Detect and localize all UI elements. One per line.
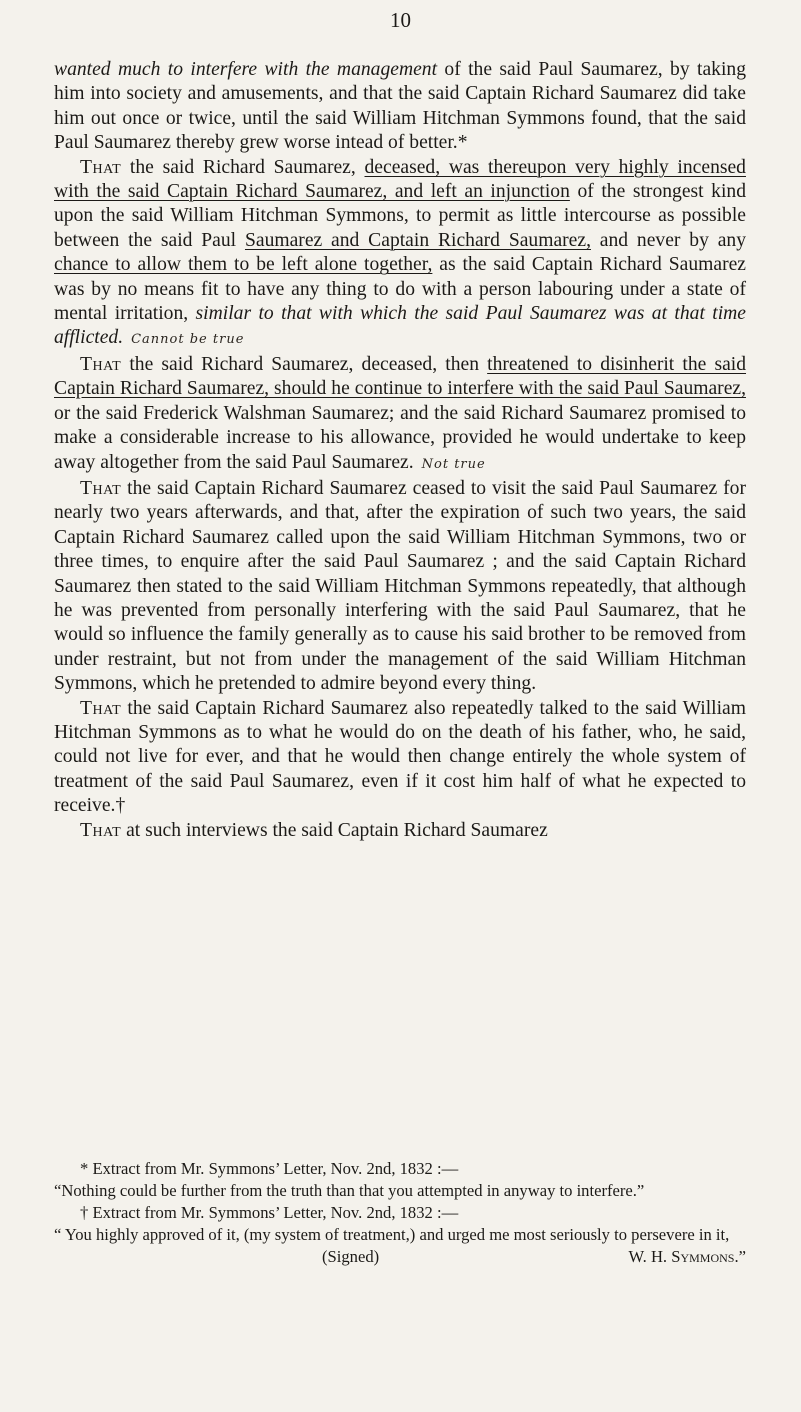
- footnote: “Nothing could be further from the truth than that you attempted in anyway to interfere.”: [54, 1181, 645, 1200]
- underlined-text: threatened to disinherit the said Captain Richard Saumarez, should he continue to interfere with the said Paul Saumarez,: [54, 353, 747, 400]
- footnote: “ You highly approved of it, (my system of treatment,) and urged me most seriously to persevere in it,: [54, 1225, 730, 1244]
- handwritten-annotation: Cannot be true: [131, 332, 245, 348]
- text-run: of the strongest kind upon the said William Hitchman Symmons, to permit as little intercourse as possible between the said Paul: [54, 181, 746, 251]
- signature-name: W. H. Symmons.”: [628, 1247, 746, 1266]
- body-text: [54, 58, 746, 843]
- text-run: the said Captain Richard Saumarez also repeatedly talked to the said William Hitchman Symmons as to what he would do on the death of his father, who, he said, could not live for ever, and that he would then change entirely the whole system of treatment of the said Paul Saumarez, even if it cost him half of what he expected to receive.†: [54, 697, 746, 817]
- paragraph-lead: That: [80, 156, 122, 178]
- handwritten-annotation: Not true: [421, 456, 486, 472]
- text-run: as the said Captain Richard Saumarez was by no means fit to have any thing to do with a person labouring under a state of mental irritation,: [54, 254, 746, 325]
- paragraph: [54, 353, 746, 477]
- paragraph: [54, 58, 746, 156]
- paragraph: [54, 477, 746, 697]
- paragraph: [54, 697, 746, 819]
- italic-text: wanted much to interfere with the management: [54, 59, 438, 80]
- text-run: the said Richard Saumarez,: [121, 156, 365, 178]
- text-run: or the said Frederick Walshman Saumarez; and the said Richard Saumarez promised to make a considerable increase to his allowance, provided he would undertake to keep away altogether from the said Paul Saumarez.: [54, 402, 746, 473]
- signature-line: [54, 1246, 746, 1268]
- paragraph-lead: That: [80, 477, 122, 499]
- underlined-text: Saumarez and Captain Richard Saumarez,: [244, 229, 591, 251]
- italic-text: similar to that with which the said Paul Saumarez was at that time afflicted.: [54, 303, 747, 349]
- footnotes: [54, 1158, 746, 1268]
- paragraph-lead: That: [80, 353, 122, 375]
- signed-label: (Signed): [322, 1247, 380, 1266]
- page-number: 10: [390, 8, 411, 32]
- text-run: of the said Paul Saumarez, by taking him into society and amusements, and that the said Captain Richard Saumarez did take him out once or twice, until the said William Hitchman Symmons found, that the said Paul Saumarez thereby grew worse intead of better.*: [54, 59, 746, 154]
- text-run: and never by any: [590, 229, 746, 251]
- footnote: † Extract from Mr. Symmons’ Letter, Nov. 2nd, 1832 :—: [80, 1203, 459, 1222]
- paragraph-lead: That: [80, 697, 122, 719]
- underlined-text: chance to allow them to be left alone together,: [54, 254, 433, 276]
- underlined-text: deceased, was thereupon very highly incensed with the said Captain Richard Saumarez, and left an injunction: [54, 156, 746, 203]
- text-run: the said Captain Richard Saumarez ceased to visit the said Paul Saumarez for nearly two years afterwards, and that, after the expiration of such two years, the said Captain Richard Saumarez called upon the said William Hitchman Symmons, two or three times, to enquire after the said Paul Saumarez ; and the said Captain Richard Saumarez then stated to the said William Hitchman Symmons repeatedly, that although he was prevented from personally interfering with the said Paul Saumarez, that he would so influence the family generally as to cause his said brother to be removed from under restraint, but not from under the management of the said William Hitchman Symmons, which he pretended to admire beyond every thing.: [54, 477, 746, 695]
- text-run: the said Richard Saumarez, deceased, then: [121, 353, 488, 375]
- paragraph-lead: That: [80, 819, 122, 841]
- text-run: at such interviews the said Captain Richard Saumarez: [121, 819, 548, 841]
- paragraph: [54, 819, 746, 843]
- footnote: * Extract from Mr. Symmons’ Letter, Nov. 2nd, 1832 :—: [80, 1159, 459, 1178]
- paragraph: [54, 156, 746, 353]
